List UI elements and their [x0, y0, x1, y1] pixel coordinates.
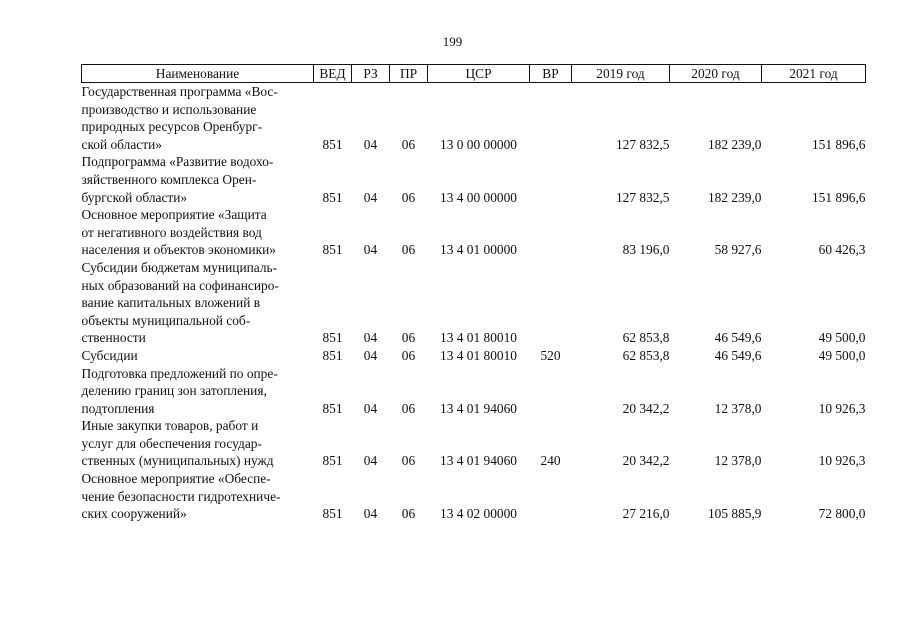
row-2019: 62 853,8 — [622, 330, 670, 346]
row-vr — [530, 206, 572, 259]
header-ved: ВЕД — [314, 65, 352, 83]
header-csr: ЦСР — [428, 65, 530, 83]
row-ved: 851 — [322, 506, 343, 522]
row-2021: 151 896,6 — [811, 189, 866, 205]
row-name: Подпрограмма «Развитие водохо- зяйственного комплекса Орен- бургской области» — [81, 154, 274, 205]
row-name: Государственная программа «Вос- производство и использование природных ресурсов Оренбург- ской области» — [81, 84, 278, 152]
budget-table — [81, 64, 866, 523]
row-rz: 04 — [363, 400, 378, 416]
row-csr: 13 4 01 94060 — [440, 453, 517, 469]
table-body — [82, 83, 866, 523]
row-2019: 127 832,5 — [615, 136, 670, 152]
row-2020: 12 378,0 — [714, 400, 762, 416]
page-number: 199 — [442, 34, 463, 49]
row-2019: 20 342,2 — [622, 400, 670, 416]
row-vr — [530, 365, 572, 418]
row-pr: 06 — [401, 400, 416, 416]
row-2021: 49 500,0 — [818, 330, 866, 346]
row-vr — [530, 153, 572, 206]
header-2019: 2019 год — [572, 65, 670, 83]
table-row — [82, 259, 866, 347]
row-rz: 04 — [363, 506, 378, 522]
row-vr — [530, 470, 572, 523]
row-csr: 13 4 02 00000 — [440, 506, 517, 522]
table-row — [82, 347, 866, 365]
row-2019: 62 853,8 — [622, 347, 670, 363]
row-rz: 04 — [363, 189, 378, 205]
row-pr: 06 — [401, 506, 416, 522]
header-2020: 2020 год — [670, 65, 762, 83]
row-rz: 04 — [363, 136, 378, 152]
row-2020: 182 239,0 — [707, 136, 762, 152]
row-pr: 06 — [401, 330, 416, 346]
row-rz: 04 — [363, 453, 378, 469]
row-csr: 13 4 01 00000 — [440, 242, 517, 258]
row-name: Субсидии бюджетам муниципаль- ных образований на софинансиро- вание капитальных вложений в объекты муниципальной соб- ственности — [81, 259, 279, 346]
row-2020: 58 927,6 — [714, 242, 762, 258]
row-vr: 240 — [540, 453, 561, 469]
row-rz: 04 — [363, 347, 378, 363]
row-vr: 520 — [540, 347, 561, 363]
row-name: Подготовка предложений по опре- делению границ зон затопления, подтопления — [81, 365, 278, 416]
row-ved: 851 — [322, 242, 343, 258]
table-row — [82, 417, 866, 470]
row-rz: 04 — [363, 242, 378, 258]
row-2020: 105 885,9 — [707, 506, 762, 522]
row-2020: 46 549,6 — [714, 347, 762, 363]
table-row — [82, 365, 866, 418]
row-rz: 04 — [363, 330, 378, 346]
row-2021: 49 500,0 — [818, 347, 866, 363]
row-csr: 13 4 00 00000 — [440, 189, 517, 205]
row-2019: 20 342,2 — [622, 453, 670, 469]
table-row — [82, 470, 866, 523]
row-pr: 06 — [401, 347, 416, 363]
row-ved: 851 — [322, 400, 343, 416]
row-csr: 13 4 01 94060 — [440, 400, 517, 416]
row-ved: 851 — [322, 136, 343, 152]
table-row — [82, 206, 866, 259]
row-name: Иные закупки товаров, работ и услуг для обеспечения государ- ственных (муниципальных) нужд — [81, 418, 274, 469]
row-vr — [530, 83, 572, 154]
row-2021: 72 800,0 — [818, 506, 866, 522]
row-ved: 851 — [322, 330, 343, 346]
row-2021: 60 426,3 — [818, 242, 866, 258]
header-pr: ПР — [390, 65, 428, 83]
table-row — [82, 153, 866, 206]
row-name: Основное мероприятие «Обеспе- чение безопасности гидротехниче- ских сооружений» — [81, 471, 281, 522]
row-2021: 10 926,3 — [818, 400, 866, 416]
row-ved: 851 — [322, 347, 343, 363]
row-csr: 13 4 01 80010 — [440, 347, 517, 363]
row-name: Субсидии — [81, 347, 138, 363]
table-header — [82, 65, 866, 83]
row-pr: 06 — [401, 242, 416, 258]
header-rz: РЗ — [352, 65, 390, 83]
row-csr: 13 4 01 80010 — [440, 330, 517, 346]
row-2019: 127 832,5 — [615, 189, 670, 205]
row-2021: 10 926,3 — [818, 453, 866, 469]
row-pr: 06 — [401, 136, 416, 152]
header-vr: ВР — [530, 65, 572, 83]
header-name: Наименование — [82, 65, 314, 83]
row-2021: 151 896,6 — [811, 136, 866, 152]
header-2021: 2021 год — [762, 65, 866, 83]
row-2020: 46 549,6 — [714, 330, 762, 346]
row-2019: 83 196,0 — [622, 242, 670, 258]
row-vr — [530, 259, 572, 347]
row-csr: 13 0 00 00000 — [440, 136, 517, 152]
row-ved: 851 — [322, 189, 343, 205]
table-row — [82, 83, 866, 154]
row-name: Основное мероприятие «Защита от негативного воздействия вод населения и объектов экономики» — [81, 207, 276, 258]
row-ved: 851 — [322, 453, 343, 469]
row-pr: 06 — [401, 453, 416, 469]
row-pr: 06 — [401, 189, 416, 205]
row-2019: 27 216,0 — [622, 506, 670, 522]
row-2020: 182 239,0 — [707, 189, 762, 205]
row-2020: 12 378,0 — [714, 453, 762, 469]
